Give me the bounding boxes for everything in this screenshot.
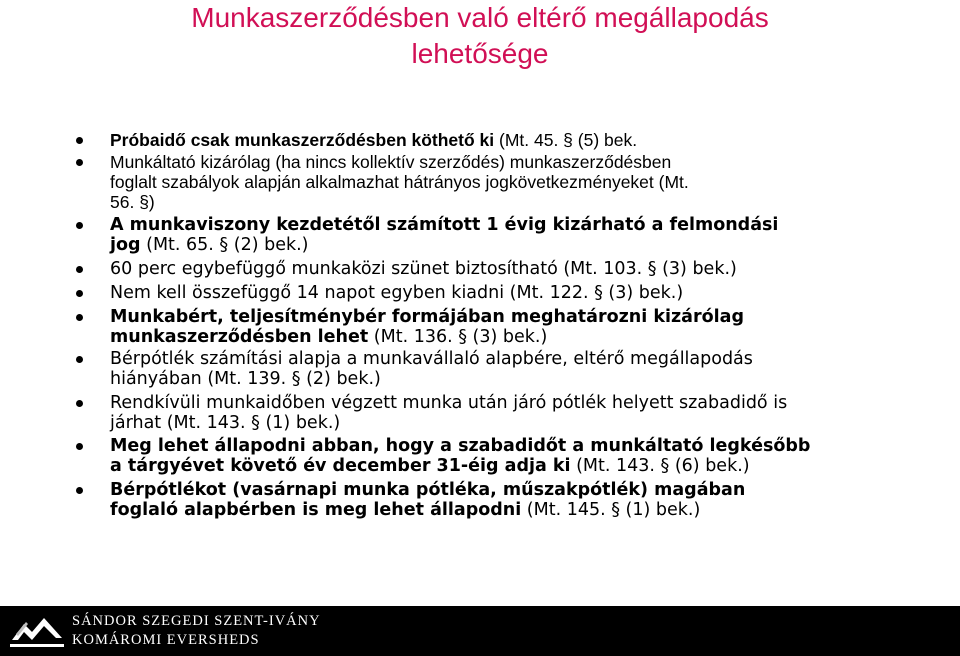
bullet-bold-line-1: Meg lehet állapodni abban, hogy a szabadidőt a munkáltató legkésőbb (110, 436, 811, 456)
firm-name-line-1: SÁNDOR SZEGEDI SZENT-IVÁNY (72, 613, 321, 629)
bullet-item-supplement-base (110, 349, 900, 389)
bullet-line-1: Rendkívüli munkaidőben végzett munka után járó pótlék helyett szabadidő is (110, 393, 788, 413)
bullet-item-sanctions (110, 152, 900, 212)
bullet-bold-line-2: munkaszerződésben lehet (110, 327, 369, 347)
bullet-line-1: Bérpótlék számítási alapja a munkavállaló alapbére, eltérő megállapodás (110, 349, 753, 369)
bullet-ref-text: (Mt. 145. § (1) bek.) (521, 500, 701, 520)
eversheds-logo-icon (6, 610, 68, 652)
bullet-bold-text: Próbaidő csak munkaszerződésben köthető ki (110, 130, 495, 150)
bullet-item-probation (110, 130, 900, 150)
bullet-line-2: hiányában (Mt. 139. § (2) bek.) (110, 369, 381, 389)
bullet-line-1: Munkáltató kizárólag (ha nincs kollektív szerződés) munkaszerződésben (110, 152, 672, 172)
bullet-text: 60 perc egybefüggő munkaközi szünet biztosítható (Mt. 103. § (3) bek.) (110, 259, 737, 279)
slide-title (60, 0, 900, 72)
bullet-dot-icon (76, 159, 83, 166)
title-line-1: Munkaszerződésben való eltérő megállapodás (191, 2, 769, 33)
bullet-item-leave (110, 283, 900, 303)
firm-name-line-2: KOMÁROMI EVERSHEDS (72, 632, 260, 648)
bullet-ref-text: (Mt. 143. § (6) bek.) (570, 456, 750, 476)
bullet-item-break (110, 259, 900, 279)
bullet-line-3: 56. §) (110, 192, 155, 212)
footer-bar (0, 606, 960, 656)
bullet-item-termination (110, 215, 900, 255)
bullet-bold-line-1: Bérpótlékot (vasárnapi munka pótléka, műszakpótlék) magában (110, 480, 746, 500)
bullet-ref-text: (Mt. 136. § (3) bek.) (368, 327, 548, 347)
bullet-dot-icon (76, 266, 83, 273)
bullet-dot-icon (76, 443, 83, 450)
bullet-bold-line-2: foglaló alapbérben is meg lehet állapodni (110, 500, 522, 520)
bullet-line-2: foglalt szabályok alapján alkalmazhat hátrányos jogkövetkezményeket (Mt. (110, 172, 689, 192)
bullet-dot-icon (76, 400, 83, 407)
bullet-dot-icon (76, 314, 83, 321)
bullet-dot-icon (76, 356, 83, 363)
bullet-item-overtime (110, 393, 900, 433)
bullet-line-2: járhat (Mt. 143. § (1) bek.) (110, 413, 341, 433)
bullet-bold-line-1: Munkabért, teljesítménybér formájában meghatározni kizárólag (110, 307, 744, 327)
bullet-dot-icon (76, 290, 83, 297)
bullet-item-time-off (110, 436, 900, 476)
bullet-item-wage (110, 307, 900, 347)
bullet-dot-icon (76, 137, 83, 144)
bullet-ref-text: (Mt. 45. § (5) bek. (494, 130, 638, 150)
bullet-item-base-wage (110, 480, 900, 520)
bullet-ref-text: (Mt. 65. § (2) bek.) (140, 235, 309, 255)
bullet-text: Nem kell összefüggő 14 napot egyben kiadni (Mt. 122. § (3) bek.) (110, 283, 684, 303)
bullet-dot-icon (76, 222, 83, 229)
bullet-dot-icon (76, 487, 83, 494)
bullet-bold-line-2: a tárgyévet követő év december 31-éig adja ki (110, 456, 571, 476)
bullet-bold-line-2: jog (110, 235, 141, 255)
bullet-bold-line-1: A munkaviszony kezdetétől számított 1 évig kizárható a felmondási (110, 215, 779, 235)
title-line-2: lehetősége (411, 38, 549, 69)
